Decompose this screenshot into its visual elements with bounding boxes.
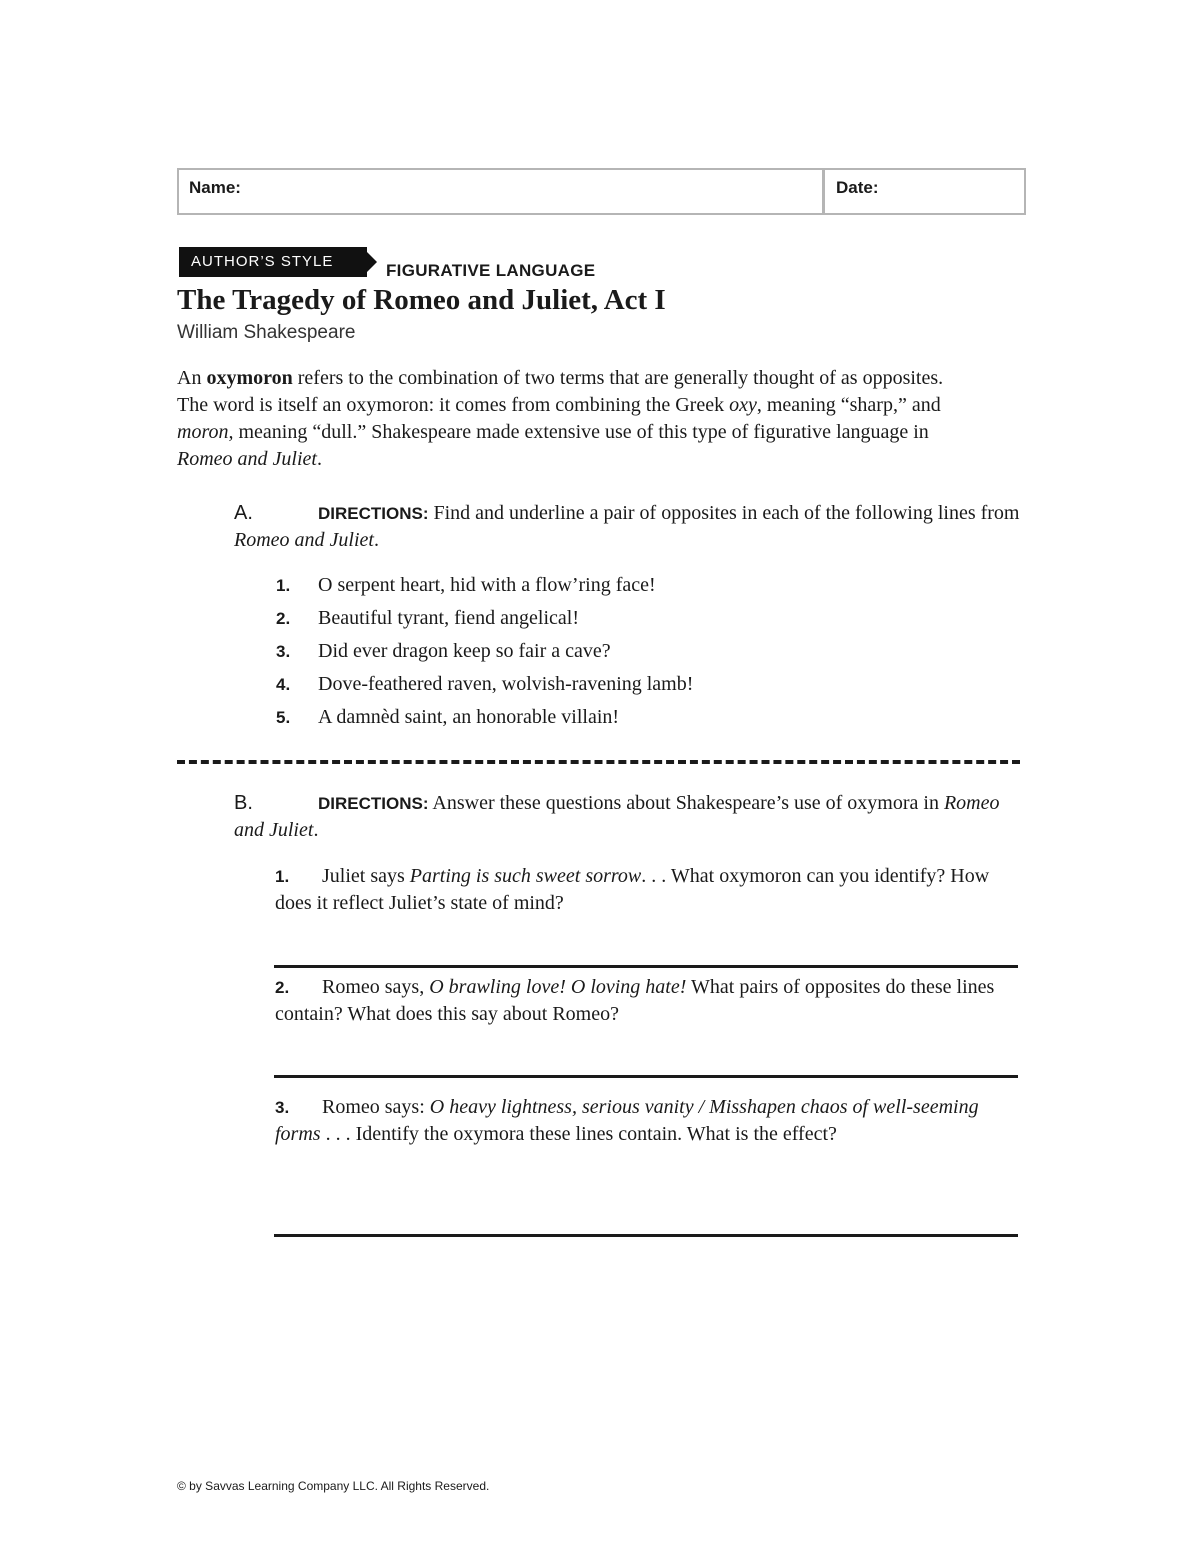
item-number: 4. bbox=[276, 675, 291, 694]
section-b-directions bbox=[234, 790, 1034, 844]
item-number: 2. bbox=[276, 609, 291, 628]
item-text: A damnèd saint, an honorable villain! bbox=[318, 706, 620, 728]
date-field[interactable] bbox=[825, 170, 1024, 213]
copyright-footer: © by Savvas Learning Company LLC. All Rights Reserved. bbox=[177, 1479, 490, 1493]
list-item bbox=[276, 570, 693, 603]
question-quote: O heavy lightness, serious vanity / Misshapen chaos of well-seeming forms bbox=[275, 1096, 979, 1145]
section-b-letter: B. bbox=[234, 792, 253, 814]
intro-term: oxymoron bbox=[206, 367, 293, 389]
question-number: 3. bbox=[275, 1098, 290, 1117]
list-item bbox=[276, 702, 693, 735]
intro-moron: moron, bbox=[177, 421, 234, 443]
question-quote: Parting is such sweet sorrow bbox=[409, 865, 642, 887]
intro-oxy: oxy bbox=[729, 394, 757, 416]
item-text: Dove-feathered raven, wolvish-ravening lamb! bbox=[318, 673, 694, 695]
question-text-a: Juliet says bbox=[317, 865, 410, 887]
dashed-divider bbox=[177, 760, 1020, 764]
author-name: William Shakespeare bbox=[177, 322, 356, 343]
section-a-directions bbox=[234, 500, 1034, 554]
intro-text-3: , meaning “sharp,” and bbox=[756, 394, 941, 416]
banner-arrow-icon bbox=[367, 252, 377, 272]
name-date-box bbox=[177, 168, 1026, 215]
question-number: 2. bbox=[275, 978, 290, 997]
section-b-directions-label: DIRECTIONS: bbox=[318, 794, 429, 813]
item-number: 5. bbox=[276, 708, 291, 727]
name-label: Name: bbox=[189, 178, 241, 197]
section-a-work: Romeo and Juliet bbox=[234, 529, 374, 551]
section-b-text-2: . bbox=[313, 819, 319, 841]
section-a-letter: A. bbox=[234, 502, 253, 524]
item-number: 3. bbox=[276, 642, 291, 661]
authors-style-banner: AUTHOR’S STYLE bbox=[179, 247, 367, 277]
banner-subtitle: FIGURATIVE LANGUAGE bbox=[386, 261, 596, 280]
question-1 bbox=[275, 863, 1020, 917]
question-2 bbox=[275, 974, 1020, 1028]
item-number: 1. bbox=[276, 576, 291, 595]
list-item bbox=[276, 603, 693, 636]
answer-line-1[interactable] bbox=[274, 965, 1018, 968]
intro-text-5: . bbox=[316, 448, 322, 470]
page-title: The Tragedy of Romeo and Juliet, Act I bbox=[177, 284, 666, 316]
intro-text-1: An bbox=[177, 367, 207, 389]
answer-line-2[interactable] bbox=[274, 1075, 1018, 1078]
intro-text-4: meaning “dull.” Shakespeare made extensive use of this type of figurative language in bbox=[233, 421, 929, 443]
question-text-b: . . . What oxymoron can you identify? How does it reflect Juliet’s state of mind? bbox=[275, 865, 990, 914]
item-text: Beautiful tyrant, fiend angelical! bbox=[318, 607, 580, 629]
intro-paragraph bbox=[177, 365, 967, 473]
section-b-text-1: Answer these questions about Shakespeare’s use of oxymora in bbox=[428, 792, 944, 814]
intro-text-2: refers to the combination of two terms that are generally thought of as opposites. The word is itself an oxymoron: it comes from combining the Greek bbox=[177, 367, 944, 416]
section-a-text-2: . bbox=[373, 529, 379, 551]
name-field[interactable] bbox=[179, 170, 825, 213]
question-text-b: . . . Identify the oxymora these lines contain. What is the effect? bbox=[320, 1123, 837, 1145]
section-b-work: Romeo and Juliet bbox=[234, 792, 1000, 841]
question-number: 1. bbox=[275, 867, 290, 886]
item-text: O serpent heart, hid with a flow’ring face! bbox=[318, 574, 656, 596]
answer-line-3[interactable] bbox=[274, 1234, 1018, 1237]
question-text-a: Romeo says: bbox=[317, 1096, 430, 1118]
date-label: Date: bbox=[836, 178, 879, 197]
list-item bbox=[276, 636, 693, 669]
item-text: Did ever dragon keep so fair a cave? bbox=[318, 640, 611, 662]
question-quote: O brawling love! O loving hate! bbox=[429, 976, 687, 998]
question-3 bbox=[275, 1094, 1020, 1148]
question-text-a: Romeo says, bbox=[317, 976, 430, 998]
list-item bbox=[276, 669, 693, 702]
section-a-text-1: Find and underline a pair of opposites in each of the following lines from bbox=[428, 502, 1020, 524]
intro-work: Romeo and Juliet bbox=[177, 448, 317, 470]
section-a-directions-label: DIRECTIONS: bbox=[318, 504, 429, 523]
section-a-list bbox=[276, 570, 693, 735]
question-text-b: What pairs of opposites do these lines contain? What does this say about Romeo? bbox=[275, 976, 995, 1025]
